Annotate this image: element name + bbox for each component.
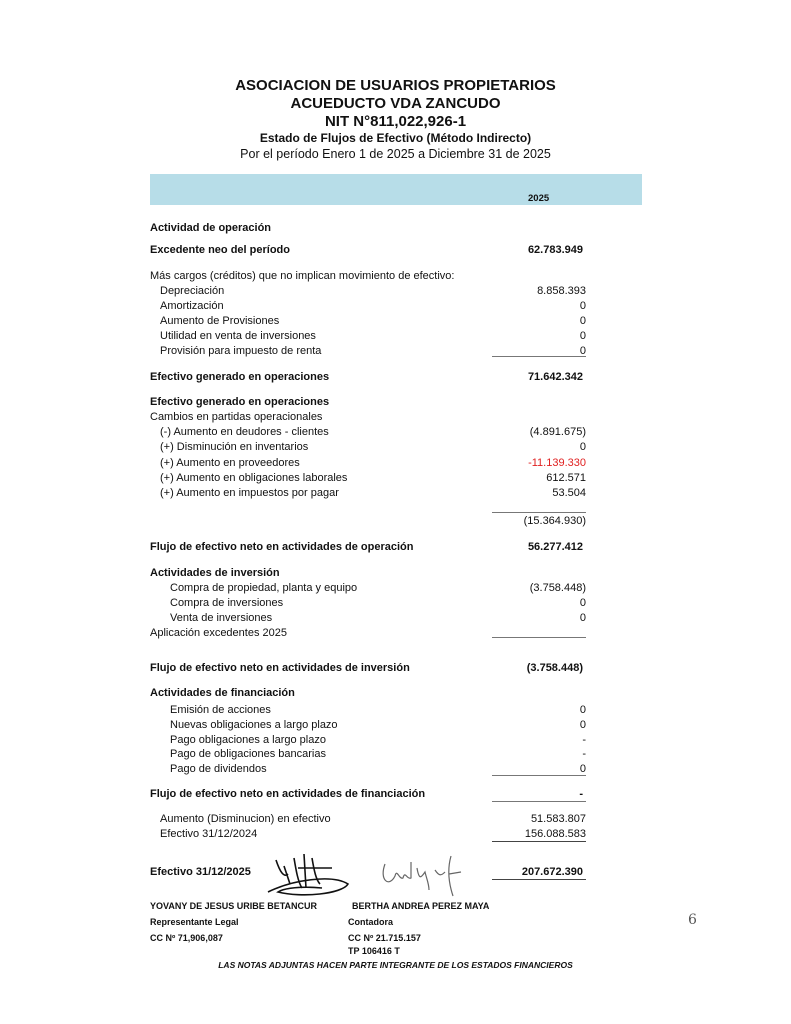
legal-rep-signature-icon [262, 848, 354, 900]
row-label: Aplicación excedentes 2025 [150, 627, 287, 639]
row-label: Cambios en partidas operacionales [150, 411, 323, 423]
row-label: Depreciación [160, 285, 225, 297]
row-value: 51.583.807 [530, 813, 586, 825]
subtotal-rule [492, 841, 586, 842]
period: Por el período Enero 1 de 2025 a Diciembre 31 de 2025 [240, 147, 551, 161]
table-row [150, 827, 586, 841]
table-row [150, 865, 586, 879]
row-value: 0 [579, 719, 586, 731]
table-row [150, 486, 586, 500]
row-label: Actividad de operación [150, 222, 272, 234]
table-row [150, 611, 586, 625]
row-label: Utilidad en venta de inversiones [160, 330, 316, 342]
accountant-tp: TP 106416 T [348, 946, 400, 956]
row-value: - [579, 788, 583, 800]
row-label: Flujo de efectivo neto en actividades de financiación [150, 788, 426, 800]
row-value: 56.277.412 [527, 541, 583, 553]
table-row [150, 514, 586, 528]
table-row [150, 221, 586, 235]
table-row [150, 329, 586, 343]
table-row [150, 299, 586, 313]
row-label: Pago obligaciones a largo plazo [170, 734, 326, 746]
row-value: 0 [579, 330, 586, 342]
row-value: 207.672.390 [521, 866, 583, 878]
table-row [150, 410, 586, 424]
table-row [150, 762, 586, 776]
table-row [150, 747, 586, 761]
row-value: -11.139.330 [528, 457, 586, 469]
row-label: Amortización [160, 300, 224, 312]
table-row [150, 314, 586, 328]
row-value: 8.858.393 [537, 285, 586, 297]
row-label: Aumento (Disminucion) en efectivo [160, 813, 331, 825]
row-label: Pago de obligaciones bancarias [170, 748, 326, 760]
table-row [150, 661, 586, 675]
row-value: 0 [579, 345, 586, 357]
legal-rep-role: Representante Legal [150, 917, 239, 927]
subtotal-rule [492, 637, 586, 638]
row-label: Excedente neo del período [150, 244, 290, 256]
row-label: Nuevas obligaciones a largo plazo [170, 719, 338, 731]
legal-rep-id: CC Nº 71,906,087 [150, 933, 223, 943]
org-subname: ACUEDUCTO VDA ZANCUDO [290, 95, 501, 112]
row-value: 0 [579, 441, 586, 453]
row-value: - [582, 748, 586, 760]
row-label: Efectivo generado en operaciones [150, 396, 330, 408]
table-row [150, 370, 586, 384]
table-row [150, 596, 586, 610]
year-column-header: 2025 [528, 193, 550, 204]
org-name: ASOCIACION DE USUARIOS PROPIETARIOS [235, 77, 556, 94]
row-label: Efectivo 31/12/2024 [160, 828, 258, 840]
accountant-role: Contadora [348, 917, 393, 927]
row-label: Efectivo 31/12/2025 [150, 866, 251, 878]
table-row [150, 566, 586, 580]
row-value: (4.891.675) [529, 426, 586, 438]
table-row [150, 540, 586, 554]
table-row [150, 284, 586, 298]
footer-notes: LAS NOTAS ADJUNTAS HACEN PARTE INTEGRANTE DE LOS ESTADOS FINANCIEROS [218, 960, 573, 970]
row-value: 0 [579, 704, 586, 716]
row-label: Emisión de acciones [170, 704, 271, 716]
table-row [150, 425, 586, 439]
accountant-name: BERTHA ANDREA PEREZ MAYA [352, 901, 490, 911]
table-row [150, 471, 586, 485]
total-rule [492, 879, 586, 880]
row-value: - [582, 734, 586, 746]
table-row [150, 243, 586, 257]
table-row [150, 686, 586, 700]
nit: NIT N°811,022,926-1 [324, 113, 467, 130]
row-label: Pago de dividendos [170, 763, 267, 775]
row-label: (-) Aumento en deudores - clientes [160, 426, 329, 438]
row-value: 0 [579, 300, 586, 312]
row-label: Compra de inversiones [170, 597, 284, 609]
table-row [150, 718, 586, 732]
subtotal-rule [492, 775, 586, 776]
row-label: (+) Disminución en inventarios [160, 441, 309, 453]
row-value: 0 [579, 597, 586, 609]
row-label: Más cargos (créditos) que no implican movimiento de efectivo: [150, 270, 455, 282]
table-row [150, 440, 586, 454]
row-label: Provisión para impuesto de renta [160, 345, 322, 357]
table-row [150, 703, 586, 717]
page-number: 6 [688, 912, 697, 928]
table-row [150, 812, 586, 826]
row-value: (3.758.448) [526, 662, 583, 674]
row-value: 0 [579, 763, 586, 775]
row-label: Aumento de Provisiones [160, 315, 280, 327]
row-label: Actividades de inversión [150, 567, 280, 579]
row-label: Efectivo generado en operaciones [150, 371, 330, 383]
table-row [150, 395, 586, 409]
legal-rep-name: YOVANY DE JESUS URIBE BETANCUR [150, 901, 318, 911]
row-label: Flujo de efectivo neto en actividades de inversión [150, 662, 410, 674]
row-label: Venta de inversiones [170, 612, 273, 624]
table-row [150, 733, 586, 747]
row-value: (15.364.930) [523, 515, 586, 527]
statement-title: Estado de Flujos de Efectivo (Método Indirecto) [259, 131, 532, 145]
row-value: 71.642.342 [527, 371, 583, 383]
row-value: 53.504 [552, 487, 586, 499]
accountant-signature-icon [375, 850, 467, 898]
row-value: 0 [579, 612, 586, 624]
table-row [150, 581, 586, 595]
table-row [150, 269, 586, 283]
subtotal-rule [492, 801, 586, 802]
row-label: (+) Aumento en proveedores [160, 457, 300, 469]
row-value: 156.088.583 [524, 828, 586, 840]
row-label: Compra de propiedad, planta y equipo [170, 582, 358, 594]
table-row [150, 787, 586, 801]
row-value: 612.571 [546, 472, 586, 484]
row-value: 0 [579, 315, 586, 327]
row-label: Actividades de financiación [150, 687, 295, 699]
subtotal-rule [492, 356, 586, 357]
row-value: (3.758.448) [529, 582, 586, 594]
row-value: 62.783.949 [527, 244, 583, 256]
accountant-id: CC Nº 21.715.157 [348, 933, 421, 943]
column-header-band [150, 174, 642, 205]
table-row [150, 456, 586, 470]
subtotal-rule [492, 512, 586, 513]
row-label: (+) Aumento en impuestos por pagar [160, 487, 339, 499]
row-label: (+) Aumento en obligaciones laborales [160, 472, 348, 484]
row-label: Flujo de efectivo neto en actividades de operación [150, 541, 414, 553]
